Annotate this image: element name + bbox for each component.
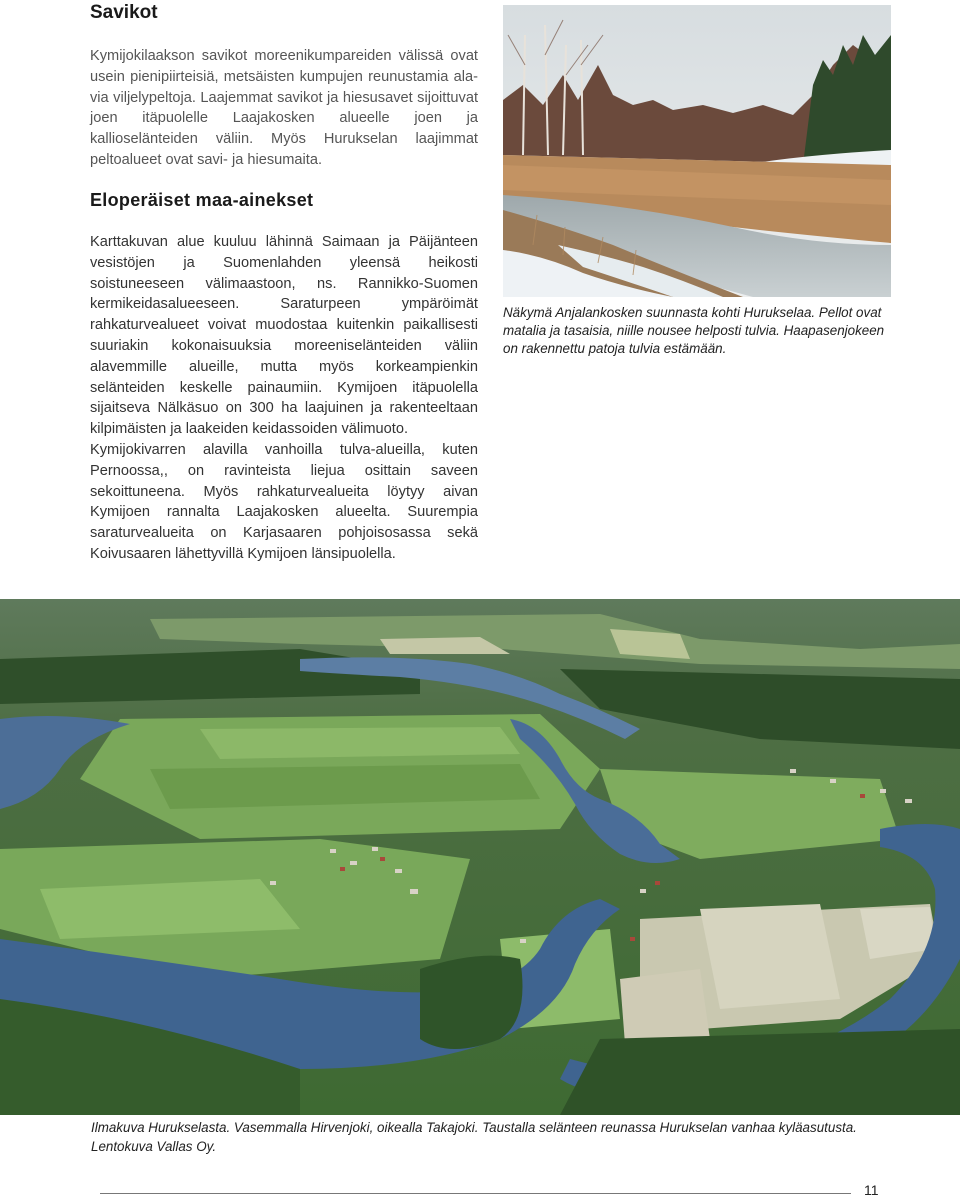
section-heading-savikot: Savikot <box>90 2 158 23</box>
river-photo-caption: Näkymä Anjalankosken suunnasta kohti Hurukselaa. Pellot ovat matalia ja tasaisia, niille nousee helposti tulvia. Haapasenjokeen on rakennettu patoja tulvia estämään. <box>503 305 885 356</box>
section-heading-eloperaiset: Eloperäiset maa-ainekset <box>90 190 314 210</box>
footer-rule <box>100 1193 851 1194</box>
eloperaiset-paragraph-2: Kymijokivarren alavilla vanhoilla tulva-alueilla, kuten Pernoossa,, on ravinteista liejua osittain saveen sekoittuneena. Myös rahkaturvealueita löytyy aivan Kymijoen rannalta Laajakosken alueelta. Suurempia saraturvealueita on Karjasaaren pohjoisosassa sekä Koivusaaren lähettyvillä Kymijoen länsipuolella. <box>90 442 478 562</box>
river-landscape-photo <box>503 5 891 297</box>
aerial-photo-caption: Ilmakuva Hurukselasta. Vasemmalla Hirvenjoki, oikealla Takajoki. Taustalla selänteen reunassa Hurukselan vanhaa kyläasutusta. Lentokuva Vallas Oy. <box>91 1120 857 1154</box>
savikot-paragraph: Kymijokilaakson savikot moreenikumpareiden välissä ovat usein pienipiirteisiä, metsäisten kumpujen reunustamia ala-via viljelypeltoja. Laajemmat savikot ja hiesusavet sijoittuvat joen itäpuolelle Laajakosken alueelle joen ja kallioselänteiden väliin. Myös Hurukselan laajimmat peltoalueet ovat savi- ja hiesumaita. <box>90 48 478 168</box>
eloperaiset-paragraph-1: Karttakuvan alue kuuluu lähinnä Saimaan ja Päijänteen vesistöjen ja Suomenlahden yleensä heikosti soistuneeseen välimaastoon, ns. Rannikko-Suomen kermikeidasalueeseen. Saraturpeen ympäröimät rahkaturvealueet voivat muodostaa kuitenkin paikallisesti suuriakin kokonaisuuksia moreeniselänteiden väliin alavemmille alueille, mutta myös korkeampienkin selänteiden keskelle painaumiin. Kymijoen itäpuolella sijaitseva Nälkäsuo on 300 ha laajuinen ja rakenteeltaan kilpimäisten ja laakeiden keidassoiden välimuoto. <box>90 234 478 438</box>
aerial-photo <box>0 599 960 1115</box>
page-number: 11 <box>864 1182 879 1198</box>
